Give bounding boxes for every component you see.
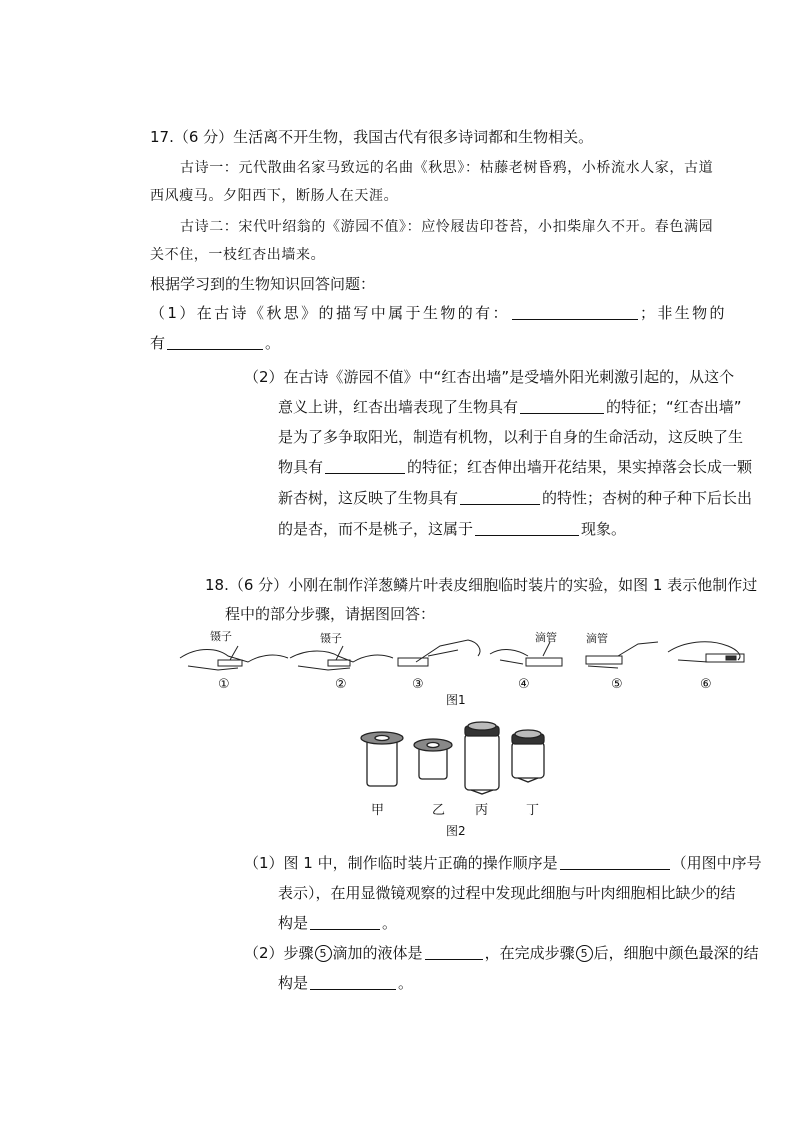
fig1-caption: 图1	[446, 693, 466, 707]
q18-part1-text: 。	[382, 914, 398, 932]
fig2-label-yi: 乙	[432, 803, 446, 818]
q18-part1-text: （用图中序号	[671, 854, 762, 872]
q17-part2-text: 的特征；“红杏出墙”	[606, 398, 742, 416]
q17-part1-text-b: ；非生物的	[639, 304, 727, 322]
answer-blank-stain-liquid[interactable]	[425, 943, 483, 960]
q18-part2-text: 滴加的液体是	[332, 944, 423, 962]
q17-poem2-line2: 关不住，一枝红杏出墙来。	[150, 247, 326, 263]
q18-stem-line1: 18.（6 分）小刚在制作洋葱鳞片叶表皮细胞临时装片的实验，如图 1 表示他制作过	[205, 576, 758, 594]
answer-blank-step-order[interactable]	[560, 853, 670, 870]
fig1-label-dropper-2: 滴管	[586, 632, 608, 645]
fig1-label-dropper-1: 滴管	[535, 631, 557, 644]
q17-part1-text-c: 有	[150, 334, 166, 352]
q18-part2-text: 后，细胞中颜色最深的结	[593, 944, 759, 962]
q17-part2-text: 新杏树，这反映了生物具有	[278, 489, 459, 507]
q18-part1-line2: 表示），在用显微镜观察的过程中发现此细胞与叶肉细胞相比缺少的结	[278, 884, 736, 902]
fig2-caption: 图2	[446, 824, 466, 838]
q17-part2-text: 的是杏，而不是桃子，这属于	[278, 520, 474, 538]
q17-part2-line6	[278, 518, 626, 540]
q17-poem1-line2: 西风瘦马。夕阳西下，断肠人在天涯。	[150, 188, 399, 204]
q17-part2-line2	[278, 396, 742, 418]
q17-poem1-line1: 古诗一：元代散曲名家马致远的名曲《秋思》：枯藤老树昏鸦，小桥流水人家，古道	[180, 160, 714, 176]
fig1-step-5: ⑤	[611, 677, 623, 692]
fig1-step-1: ①	[218, 677, 230, 692]
q18-stem-line2: 程中的部分步骤，请据图回答：	[225, 605, 436, 623]
figure-1-steps-illustration	[178, 626, 758, 694]
fig2-label-ding: 丁	[526, 803, 540, 818]
fig1-step-6: ⑥	[700, 677, 712, 692]
q18-part1-text: （1）图 1 中，制作临时装片正确的操作顺序是	[244, 854, 558, 872]
answer-blank-missing-structure[interactable]	[310, 913, 380, 930]
q18-part2-line2	[278, 972, 413, 994]
answer-blank-reproduction[interactable]	[460, 488, 540, 505]
q17-stem: 17.（6 分）生活离不开生物，我国古代有很多诗词都和生物相关。	[150, 128, 594, 146]
q17-part1-line1	[150, 302, 727, 324]
q17-poem2-line1: 古诗二：宋代叶绍翁的《游园不值》：应怜屐齿印苍苔，小扣柴扉久不开。春色满园	[180, 219, 714, 235]
q17-part2-text: 物具有	[278, 458, 324, 476]
q18-part2-text: 。	[398, 974, 414, 992]
answer-blank-living-things[interactable]	[512, 303, 638, 320]
q18-part1-line3	[278, 912, 397, 934]
q17-part1-text-d: 。	[265, 334, 281, 352]
q18-part2-text: 构是	[278, 974, 309, 992]
q17-part2-line1: （2）在古诗《游园不值》中“红杏出墙”是受墙外阳光刺激引起的，从这个	[244, 368, 735, 386]
fig1-label-tweezers-2: 镊子	[320, 632, 342, 645]
fig1-label-tweezers-1: 镊子	[210, 630, 232, 643]
q18-part2-text: ，在完成步骤	[484, 944, 575, 962]
fig1-step-3: ③	[412, 677, 424, 692]
q17-instruction: 根据学习到的生物知识回答问题：	[150, 275, 376, 293]
q17-part2-line5	[278, 487, 752, 509]
answer-blank-heredity[interactable]	[475, 519, 579, 536]
q17-part1-text-a: （1）在古诗《秋思》的描写中属于生物的有：	[150, 304, 510, 322]
q17-part2-line3: 是为了多争取阳光，制造有机物，以利于自身的生命活动，这反映了生	[278, 428, 744, 446]
q17-part2-text: 意义上讲，红杏出墙表现了生物具有	[278, 398, 519, 416]
fig1-step-4: ④	[518, 677, 530, 692]
q18-part2-text: （2）步骤	[244, 944, 314, 962]
fig1-step-2: ②	[335, 677, 347, 692]
fig2-label-bing: 丙	[475, 803, 489, 818]
answer-blank-darkest-structure[interactable]	[310, 973, 396, 990]
q18-part1-line1	[244, 852, 762, 874]
figure-2-lenses-illustration	[355, 720, 555, 800]
q17-part1-line2	[150, 332, 280, 354]
answer-blank-stimulus-response[interactable]	[520, 397, 604, 414]
q17-part2-text: 的特征；红杏伸出墙开花结果，果实掉落会长成一颗	[407, 458, 753, 476]
q17-part2-text: 的特性；杏树的种子种下后长出	[542, 489, 753, 507]
answer-blank-nutrition[interactable]	[325, 457, 405, 474]
step-number-circle: 5	[315, 945, 332, 962]
q17-part2-line4	[278, 456, 752, 478]
step-number-circle: 5	[576, 945, 593, 962]
q18-part1-text: 构是	[278, 914, 309, 932]
fig2-label-jia: 甲	[371, 803, 385, 818]
q17-part2-text: 现象。	[581, 520, 627, 538]
q18-part2-line1	[244, 942, 759, 964]
answer-blank-nonliving-things[interactable]	[167, 333, 263, 350]
